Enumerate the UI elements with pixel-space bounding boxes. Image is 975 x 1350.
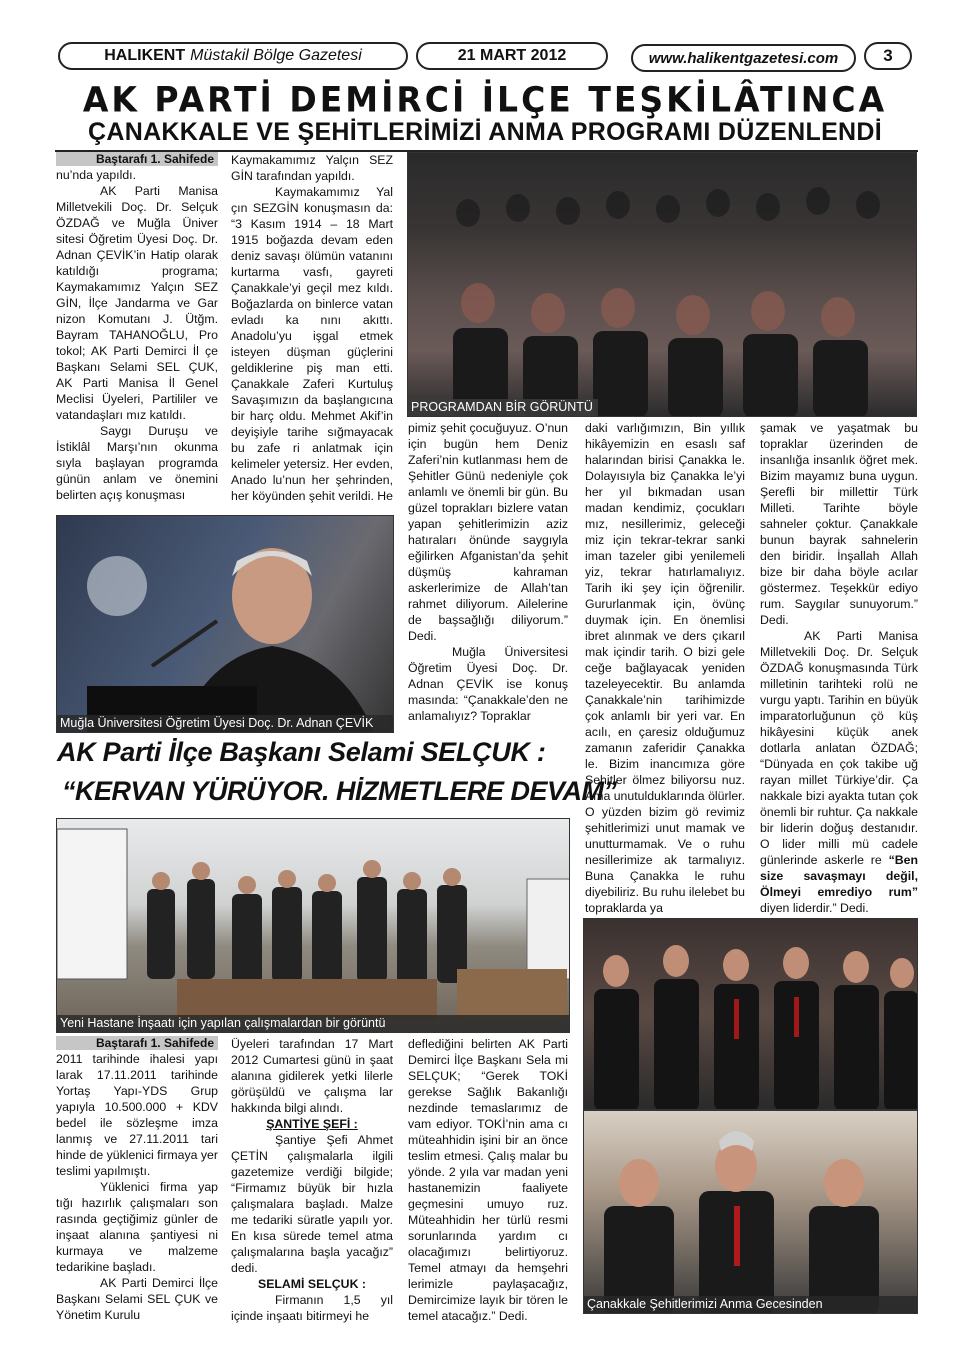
night-photo-top xyxy=(583,918,918,1110)
night-caption: Çanakkale Şehitlerimizi Anma Gecesinden xyxy=(584,1296,917,1313)
article1-column-1 xyxy=(56,152,218,503)
page-number: 3 xyxy=(864,42,912,70)
paragraph: daki varlığımızın, Bin yıllık hikâyemizin en esaslı saf halarından birisi Çanakka le. Dolayısıyla biz Çanakka le’yi her yıl bıkmadan usan madan kendimiz, çocukları mız, nesillerimiz, geleceği miz için tekrar-tekrar sanki iman tazeler gibi yenilemeli yiz, tekrar hatırlamalıyız. Tarih iki şey için öğrenilir. Gururlanmak için, övünç duymak için. En önemlisi ibret alınmak ve ders çıkarıl mak içindir tarih. O bizi gele ceğe bağlayacak yeniden tazeleyecektir. Bu anlamda Çanakkale’nin tarihimizde çok anlamlı bir yeri var. En acılı, en çaresiz olduğumuz zamanın zaferidir Çanakka le. Bizim inancımıza göre Şehitler ölmez biliyorsu nuz. Ama unutulduklarında ölürler. O yüzden bizim gö revimiz şehitlerimizi unut mamak ve unutturmamak. Ve o ruhu nesillerimize ak tarmalıyız. Buna Çanakka le ruhu diyebiliriz. Bu ruhu ilelebet bu topraklarda ya xyxy=(585,421,745,915)
paragraph: AK Parti Demirci İlçe Başkanı Selami SEL ÇUK ve Yönetim Kurulu xyxy=(56,1276,218,1322)
article2-subhead-1: AK Parti İlçe Başkanı Selami SELÇUK : xyxy=(57,737,546,767)
paragraph xyxy=(760,628,918,916)
speaker-illustration xyxy=(57,516,394,733)
paragraph: Kaymakamımız Yal çın SEZGİN konuşmasın da: “3 Kasım 1914 – 18 Mart 1915 boğazda devam eden deniz savaşı ölümün vatanını kurtarma vasfı, gayreti Çanakkale’yi geçil mez kıldı. Boğazlarda on binlerce vatan evladı ka nını akıttı. Anadolu’yu işgal etmek isteyen düşman güçlerini geldiklerine piş man etti. Çanakkale Zaferi Kurtuluş Savaşımızın da başlangıcına bir harç oldu. Mehmet Akif’in deyişiyle tarihe sığmayacak bu zafe ri anlatmak için kelimeler yetersiz. Her evden, Anado lu’nun her şehrinden, her köyünden şehit verildi. He xyxy=(231,185,393,503)
construction-photo xyxy=(56,818,570,1033)
paragraph: pimiz şehit çocuğuyuz. O’nun için bugün hem Deniz Zaferi’nin kutlanması hem de Şehitler Günü nedeniyle çok anlamlı ve önemli bir gün. Bu güzel toprakları bizlere vatan yapan şehitlerimizin aziz hatıraları önünde saygıyla eğilirken Afganistan’da şehit düşmüş kahraman askerlerimize de Allah’tan rahmet diliyorum. Ailelerine de başsağlığı diliyorum.” Dedi. xyxy=(408,421,568,643)
article2-column-3 xyxy=(408,1036,568,1324)
article2-column-2 xyxy=(231,1036,393,1324)
newspaper-name: HALIKENT xyxy=(104,47,186,64)
paragraph-text: AK Parti Manisa Milletvekili Doç. Dr. Selçuk ÖZDAĞ konuşmasında Türk milletinin tarihteki rolü ne vurgu yaptı. Tarihin en büyük imparatorluğunun çö küş hikâyesini küçük anek dotlarla anlatan ÖZDAĞ; “Dünyada en çok takibe uğ rayan millet Türkiye’dir. Ça nakkale bizi ayakta tutan çok önemli bir ruhtur. Ça nakkale bir liderin doğuş destanıdır. O lider milli mü cadele günlerinde askerle re xyxy=(760,629,918,867)
newspaper-name-pill xyxy=(58,42,408,70)
continued-label: Baştarafı 1. Sahifede xyxy=(56,1036,218,1050)
paragraph: Üyeleri tarafından 17 Mart 2012 Cumartesi günü in şaat alanına gidilerek yetki lilerle görüşüldü ve çalışma lar hakkında bilgi alındı. xyxy=(231,1037,393,1115)
paragraph: AK Parti Manisa Milletvekili Doç. Dr. Selçuk ÖZDAĞ ve Muğla Üniver sitesi Öğretim Üyesi Doç. Dr. Adnan ÇEVİK’in Hatip olarak katıldığı programa; Kaymakamımız Yalçın SEZ GİN, İlçe Jandarma ve Gar nizon Komutanı J. Ütğm. Bayram TAHANOĞLU, Pro tokol; AK Parti Demirci İl çe Başkanı Selami SEL ÇUK, AK Parti Manisa İl Genel Meclisi Üyeleri, Partililer ve vatandaşları mız katıldı. xyxy=(56,184,218,422)
night-top-illustration xyxy=(584,919,918,1110)
section-heading: ŞANTİYE ŞEFİ : xyxy=(266,1117,358,1131)
newspaper-tagline: Müstakil Bölge Gazetesi xyxy=(190,47,362,64)
section-heading: SELAMİ SELÇUK : xyxy=(258,1277,366,1291)
construction-illustration xyxy=(57,819,570,1033)
quote-bold: “Ben size savaşmayı değil, Ölmeyi emrediyo rum” xyxy=(760,853,919,899)
paragraph: nu’nda yapıldı. xyxy=(56,168,136,182)
paragraph: Saygı Duruşu ve İstiklâl Marşı’nın okunma sıyla başlayan programda günün anlam ve önemini belirten açış konuşması xyxy=(56,424,218,502)
speaker-caption: Muğla Üniversitesi Öğretim Üyesi Doç. Dr. Adnan ÇEVİK xyxy=(57,715,393,732)
paragraph: şamak ve yaşatmak bu topraklar üzerinden de insanlığa insanlık öğret mek. Bizim mayamız buna uygun. Şerefli bir millettir Türk Milleti. Tarihte böyle sahneler çoktur. Çanakkale bunun bayrak sahnelerin den biridir. İnşallah Allah bize bir daha böyle acılar göstermez. Teşekkür ediyo rum. Saygılar sunuyorum.” Dedi. xyxy=(760,421,918,627)
paragraph: deflediğini belirten AK Parti Demirci İlçe Başkanı Sela mi SELÇUK; “Gerek TOKİ gerekse Sağlık Bakanlığı nezdinde temaslarımız de vam ediyor. TOKİ’nin ama cı müteahhidin işini bir an önce teslim etmesi. Çalış malar bu yönde. 2 yıla var madan yeni hastanemizin faaliyete geçmesini umuyo ruz. Müteahhidin her türlü resmi sorunlarında yardım cı olacağımızı belirtiyoruz. Temel atmayı da hemşehri lerimizle paylaşacağız, Demircimize layık bir tören le temel atacağız.” Dedi. xyxy=(408,1037,568,1323)
article2-column-1 xyxy=(56,1036,218,1323)
website-link[interactable]: www.halikentgazetesi.com xyxy=(631,44,856,72)
paragraph: Şantiye Şefi Ahmet ÇETİN çalışmalarla ilgili gazetemize verdiği bilgide; “Firmamız büyük bir hızla çalışmalara başladı. Malze me tedariki süratle yapılı yor. En kısa sürede temel atma çalışmalarına başla yacağız” dedi. xyxy=(231,1133,393,1275)
speaker-photo xyxy=(56,515,394,733)
headline-line-1: AK PARTİ DEMİRCİ İLÇE TEŞKİLÂTINCA xyxy=(82,79,888,120)
article2-subhead-2: “KERVAN YÜRÜYOR. HİZMETLERE DEVAM” xyxy=(62,776,617,806)
paragraph-tail: diyen liderdir.” Dedi. xyxy=(760,901,869,915)
audience-illustration xyxy=(408,153,917,417)
paragraph: Kaymakamımız Yalçın SEZ GİN tarafından yapıldı. xyxy=(231,153,393,183)
article1-column-3 xyxy=(408,420,568,724)
headline-line-2: ÇANAKKALE VE ŞEHİTLERİMİZİ ANMA PROGRAMI DÜZENLENDİ xyxy=(88,118,882,146)
article1-column-5 xyxy=(760,420,918,916)
issue-date: 21 MART 2012 xyxy=(416,42,608,70)
article1-column-4 xyxy=(585,420,745,916)
audience-caption: PROGRAMDAN BİR GÖRÜNTÜ xyxy=(408,399,598,416)
paragraph: Firmanın 1,5 yıl içinde inşaatı bitirmeyi he xyxy=(231,1293,393,1323)
paragraph: Yüklenici firma yap tığı hazırlık çalışmaları son rasında geçtiğimiz günler de inşaat alanına şantiyesi ni kurmaya ve malzeme tedarikine başladı. xyxy=(56,1180,218,1274)
construction-caption: Yeni Hastane İnşaatı için yapılan çalışmalardan bir görüntü xyxy=(57,1015,569,1032)
paragraph: 2011 tarihinde ihalesi yapı larak 17.11.2011 tarihinde Yortaş Yapı-YDS Grup yapıyla 10.500.000 + KDV bedel ile sözleşme imza lanmış ve 27.11.2011 tari hinde de yüklenici firmaya yer teslimi yapılmıştı. xyxy=(56,1052,218,1178)
night-photo-bottom xyxy=(583,1110,918,1314)
article1-column-2 xyxy=(231,152,393,504)
continued-label: Baştarafı 1. Sahifede xyxy=(56,152,218,166)
audience-photo xyxy=(407,152,917,417)
paragraph: Muğla Üniversitesi Öğretim Üyesi Doç. Dr. Adnan ÇEVİK ise konuş masında: “Çanakkale’den ne anlamalıyız? Topraklar xyxy=(408,645,568,723)
night-bottom-illustration xyxy=(584,1111,918,1314)
